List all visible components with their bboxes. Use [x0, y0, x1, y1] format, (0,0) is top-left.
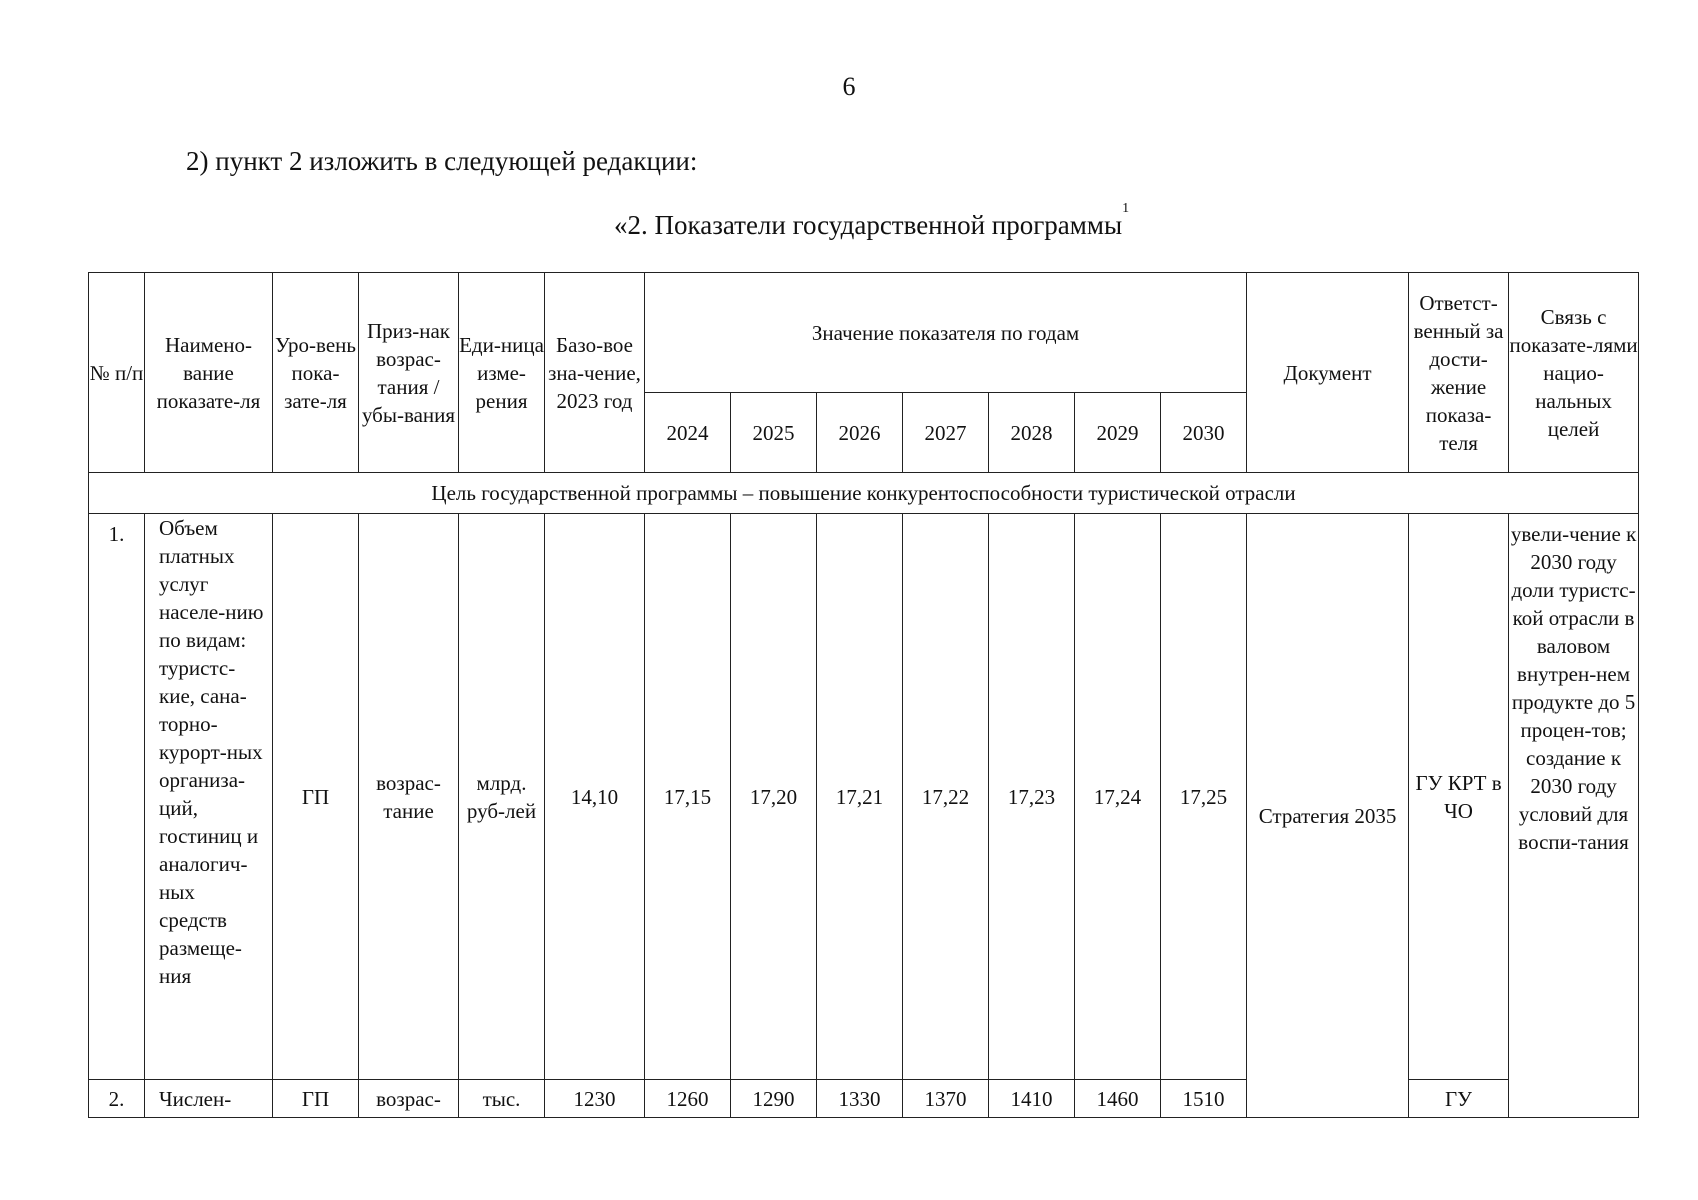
instruction-text: 2) пункт 2 изложить в следующей редакции:	[186, 146, 698, 176]
row-value: 17,15	[645, 514, 731, 1080]
row-name: Объем платных услуг населе-нию по видам: туристс-кие, сана-торно-курорт-ных организа-ций, гостиниц и аналогич-ных средств размеще-ния	[145, 514, 273, 1080]
row-document: Стратегия 2035	[1247, 514, 1409, 1118]
row-value: 1510	[1161, 1080, 1247, 1118]
row-value: 17,24	[1075, 514, 1161, 1080]
header-years-group: Значение показателя по годам	[645, 273, 1247, 393]
row-value: 1370	[903, 1080, 989, 1118]
header-num: № п/п	[89, 273, 145, 473]
row-value: 1260	[645, 1080, 731, 1118]
footnote-mark: 1	[1122, 201, 1130, 216]
header-base: Базо-вое зна-чение, 2023 год	[545, 273, 645, 473]
header-link: Связь с показате-лями нацио-нальных целей	[1509, 273, 1639, 473]
row-base: 14,10	[545, 514, 645, 1080]
row-link: увели-чение к 2030 году доли туристс-кой отрасли в валовом внутрен-нем продукте до 5 процен-тов; создание к 2030 году условий для воспи-тания	[1509, 514, 1639, 1118]
row-responsible: ГУ КРТ в ЧО	[1409, 514, 1509, 1080]
row-name: Числен-	[145, 1080, 273, 1118]
header-year: 2029	[1075, 393, 1161, 473]
table-row	[89, 514, 1639, 1080]
goal-row: Цель государственной программы – повышение конкурентоспособности туристической отрасли	[89, 473, 1639, 514]
indicators-table	[88, 272, 1639, 1118]
row-level: ГП	[273, 1080, 359, 1118]
row-num: 2.	[89, 1080, 145, 1118]
row-sign: возрас-	[359, 1080, 459, 1118]
header-year: 2027	[903, 393, 989, 473]
row-unit: млрд. руб-лей	[459, 514, 545, 1080]
row-value: 17,20	[731, 514, 817, 1080]
header-responsible: Ответст-венный за дости-жение показа-теля	[1409, 273, 1509, 473]
header-year: 2028	[989, 393, 1075, 473]
row-value: 1460	[1075, 1080, 1161, 1118]
row-value: 1330	[817, 1080, 903, 1118]
row-value: 17,23	[989, 514, 1075, 1080]
row-value: 1410	[989, 1080, 1075, 1118]
row-value: 17,21	[817, 514, 903, 1080]
row-base: 1230	[545, 1080, 645, 1118]
header-sign: Приз-нак возрас-тания / убы-вания	[359, 273, 459, 473]
row-responsible: ГУ	[1409, 1080, 1509, 1118]
row-unit: тыс.	[459, 1080, 545, 1118]
section-title-text: «2. Показатели государственной программы	[614, 210, 1123, 240]
row-value: 17,25	[1161, 514, 1247, 1080]
header-level: Уро-вень пока-зате-ля	[273, 273, 359, 473]
header-year: 2030	[1161, 393, 1247, 473]
header-year: 2025	[731, 393, 817, 473]
row-value: 1290	[731, 1080, 817, 1118]
header-unit: Еди-ница изме-рения	[459, 273, 545, 473]
row-sign: возрас-тание	[359, 514, 459, 1080]
row-value: 17,22	[903, 514, 989, 1080]
row-num: 1.	[89, 514, 145, 1080]
page-number: 6	[842, 72, 856, 101]
section-title	[614, 201, 1130, 241]
header-year: 2024	[645, 393, 731, 473]
header-document: Документ	[1247, 273, 1409, 473]
header-name: Наимено-вание показате-ля	[145, 273, 273, 473]
header-year: 2026	[817, 393, 903, 473]
row-level: ГП	[273, 514, 359, 1080]
